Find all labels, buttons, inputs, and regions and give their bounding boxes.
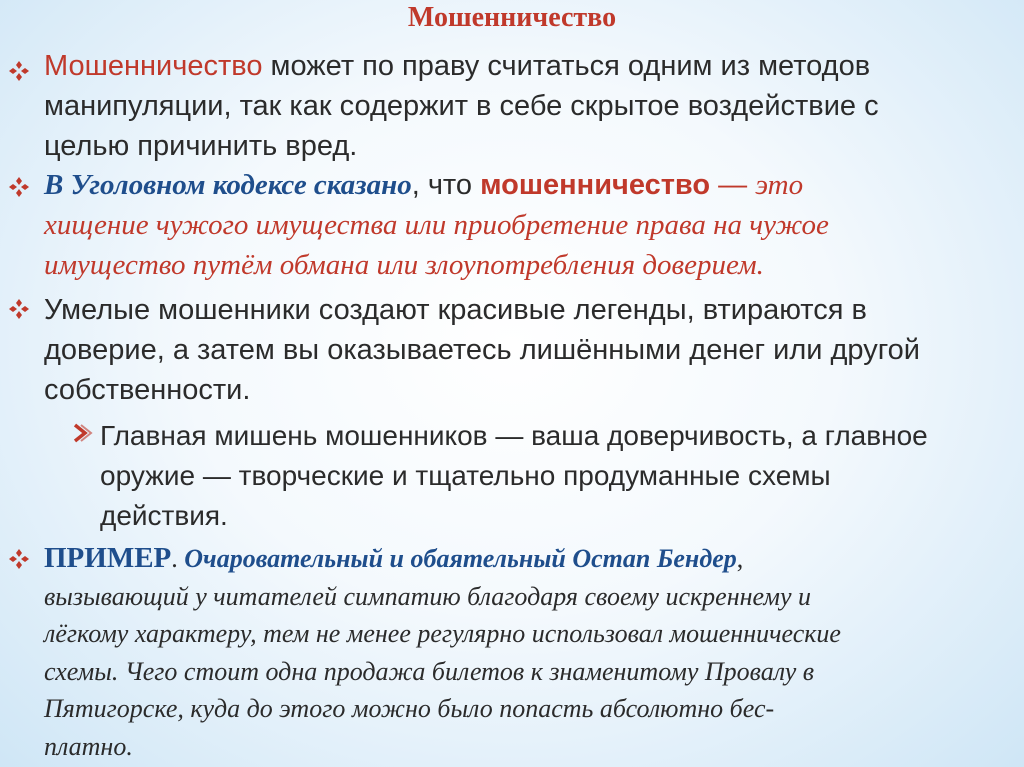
slide-title: Мошенничество [407, 2, 617, 33]
p4-line3: действия. [100, 500, 228, 531]
p2-comma-that: , что [411, 169, 481, 201]
p5-line5: Пятигорске, куда до этого можно было попасть абсолютно бес- [44, 694, 775, 723]
p4-line2: оружие — творческие и тщательно продуманные схемы [100, 460, 831, 491]
p4-line1: Главная мишень мошенников — ваша доверчивость, а главное [100, 420, 928, 451]
arrow-bullet-icon [72, 422, 94, 444]
p2-term: мошенничество [480, 169, 711, 201]
paragraph-3 [44, 290, 920, 410]
diamond-bullet-icon [8, 298, 30, 320]
p3-line1: Умелые мошенники создают красивые легенды, втираются в [44, 294, 867, 326]
p1-line1: может по праву считаться одним из методов [262, 50, 871, 82]
paragraph-4 [100, 416, 928, 536]
p1-line2: манипуляции, так как содержит в себе скрытое воздействие с [44, 90, 879, 122]
diamond-bullet-icon [8, 548, 30, 570]
p2-line2: хищение чужого имущества или приобретение права на чужое [44, 209, 829, 241]
p2-dash: — [710, 169, 756, 201]
paragraph-5 [44, 540, 841, 765]
p2-lead: В Уголовном кодексе сказано [44, 169, 412, 201]
p5-lead: ПРИМЕР [44, 542, 172, 574]
paragraph-2 [44, 165, 829, 285]
p5-name: Очаровательный и обаятельный Остап Бендер [184, 544, 737, 573]
p1-lead: Мошенничество [44, 50, 263, 82]
p3-line2: доверие, а затем вы оказываетесь лишёнными денег или другой [44, 334, 920, 366]
paragraph-1 [44, 46, 879, 166]
diamond-bullet-icon [8, 176, 30, 198]
p5-comma: , [736, 544, 744, 573]
p1-line3: целью причинить вред. [44, 130, 358, 162]
p2-def-start: это [755, 169, 804, 201]
diamond-bullet-icon [8, 60, 30, 82]
p5-dot: . [171, 544, 185, 573]
p5-line4: схемы. Чего стоит одна продажа билетов к знаменитому Провалу в [44, 656, 815, 686]
p2-line3: имущество путём обмана или злоупотребления доверием. [44, 249, 764, 281]
p5-line6: платно. [44, 731, 133, 761]
p3-line3: собственности. [44, 374, 251, 406]
p5-line3: лёгкому характеру, тем не менее регулярно использовал мошеннические [44, 619, 841, 648]
p5-line2: вызывающий у читателей симпатию благодаря своему искреннему и [44, 581, 812, 611]
